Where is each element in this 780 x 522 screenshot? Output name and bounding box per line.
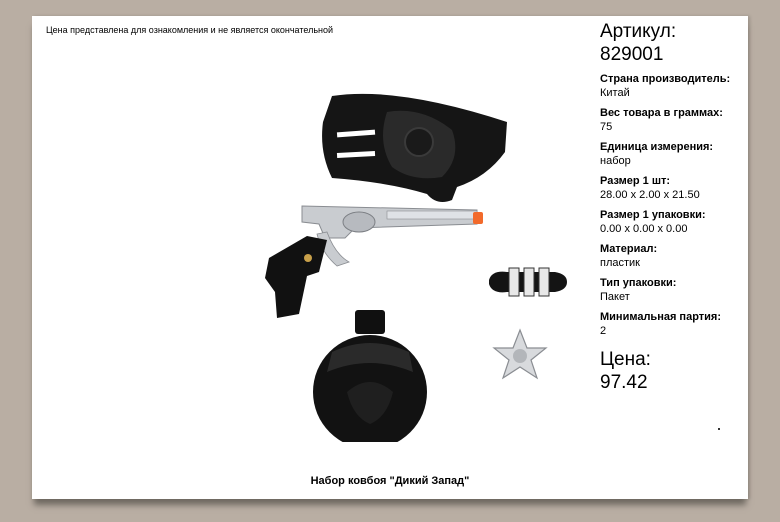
price-disclaimer: Цена представлена для ознакомления и не является окончательной [46,25,334,35]
bullet-belt-image [489,268,567,296]
spec-label: Размер 1 шт: [600,175,671,187]
spec-country [600,72,750,100]
canteen-image [313,310,427,442]
spec-label: Вес товара в граммах: [600,107,723,119]
spec-value: 0.00 x 0.00 x 0.00 [600,223,688,235]
spec-weight [600,106,750,134]
spec-value: Пакет [600,291,630,303]
article-label: Артикул: [600,21,677,42]
spec-package-size [600,208,750,236]
product-photo [237,82,567,442]
product-info [600,20,750,394]
spec-value: 28.00 x 2.00 x 21.50 [600,189,700,201]
spec-item-size [600,174,750,202]
spec-unit [600,140,750,168]
spec-package-type [600,276,750,304]
price-label: Цена: [600,349,651,370]
price-value: 97.42 [600,372,648,393]
spec-label: Страна производитель: [600,73,731,85]
stray-dot [718,428,720,430]
spec-label: Размер 1 упаковки: [600,209,706,221]
spec-value: набор [600,155,631,167]
spec-value: пластик [600,257,640,269]
spec-material [600,242,750,270]
spec-min-order [600,310,750,338]
spec-label: Материал: [600,243,658,255]
holster-image [322,94,507,202]
spec-value: 2 [600,325,607,337]
article-number: 829001 [600,44,664,65]
price-block [600,348,750,394]
revolver-image [265,206,483,318]
spec-value: Китай [600,87,630,99]
sheriff-badge-image [494,330,546,378]
spec-label: Тип упаковки: [600,277,677,289]
spec-value: 75 [600,121,613,133]
product-sheet [32,16,748,499]
spec-label: Минимальная партия: [600,311,721,323]
product-caption: Набор ковбоя "Дикий Запад" [310,475,470,487]
spec-label: Единица измерения: [600,141,714,153]
